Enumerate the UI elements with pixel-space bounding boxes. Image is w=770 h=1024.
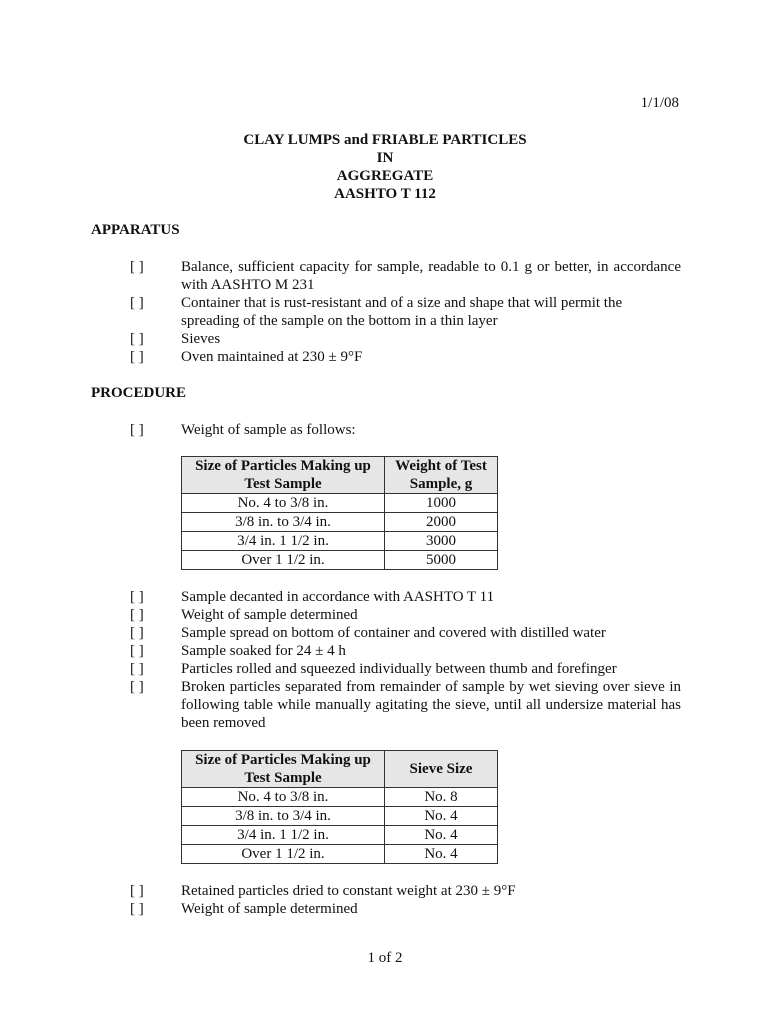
table-header-row: [182, 457, 498, 494]
table-row: [182, 845, 498, 864]
column-header: Size of Particles Making up Test Sample: [182, 751, 385, 788]
procedure-intro-text: Weight of sample as follows:: [181, 422, 356, 438]
procedure-step-text: Retained particles dried to constant weight at 230 ± 9°F: [181, 883, 516, 899]
procedure-step-text: Broken particles separated from remainder of sample by wet sieving over sieve in following table while manually agitating the sieve, until all undersize material has been removed: [181, 679, 681, 731]
checkbox[interactable]: [ ]: [130, 331, 144, 347]
table-cell: No. 4 to 3/8 in.: [182, 788, 385, 807]
procedure-step-text: Sample spread on bottom of container and covered with distilled water: [181, 625, 606, 641]
table-cell: 3/4 in. 1 1/2 in.: [182, 532, 385, 551]
table-row: [182, 807, 498, 826]
procedure-step-text: Particles rolled and squeezed individually between thumb and forefinger: [181, 661, 617, 677]
table-cell: 1000: [385, 494, 498, 513]
procedure-step-text: Sample decanted in accordance with AASHTO T 11: [181, 589, 495, 605]
table-row: [182, 826, 498, 845]
table-cell: No. 4: [385, 826, 498, 845]
checkbox[interactable]: [ ]: [130, 589, 144, 605]
checkbox[interactable]: [ ]: [130, 901, 144, 917]
table-cell: 3/4 in. 1 1/2 in.: [182, 826, 385, 845]
document-title-line-2: IN: [376, 150, 394, 166]
document-title-line-3: AGGREGATE: [336, 168, 434, 184]
checkbox[interactable]: [ ]: [130, 422, 144, 438]
table-cell: 3/8 in. to 3/4 in.: [182, 807, 385, 826]
checkbox[interactable]: [ ]: [130, 295, 144, 311]
column-header: Sieve Size: [385, 751, 498, 788]
table-cell: 2000: [385, 513, 498, 532]
checkbox[interactable]: [ ]: [130, 625, 144, 641]
table-row: [182, 551, 498, 570]
table-header-row: [182, 751, 498, 788]
checkbox[interactable]: [ ]: [130, 259, 144, 275]
apparatus-heading: APPARATUS: [91, 222, 180, 238]
procedure-step-text: Weight of sample determined: [181, 607, 358, 623]
sample-weight-table: [181, 456, 498, 570]
table-row: [182, 532, 498, 551]
procedure-heading: PROCEDURE: [91, 385, 187, 401]
checkbox[interactable]: [ ]: [130, 643, 144, 659]
table-cell: Over 1 1/2 in.: [182, 845, 385, 864]
apparatus-item-text: Balance, sufficient capacity for sample, readable to 0.1 g or better, in accordance with AASHTO M 231: [181, 259, 681, 293]
apparatus-item-text: Sieves: [181, 331, 221, 347]
checkbox[interactable]: [ ]: [130, 661, 144, 677]
checkbox[interactable]: [ ]: [130, 679, 144, 695]
sieve-size-table: [181, 750, 498, 864]
table-row: [182, 788, 498, 807]
table-row: [182, 513, 498, 532]
document-date: 1/1/08: [640, 95, 679, 111]
procedure-step-text: Sample soaked for 24 ± 4 h: [181, 643, 346, 659]
table-row: [182, 494, 498, 513]
checkbox[interactable]: [ ]: [130, 349, 144, 365]
column-header: Weight of Test Sample, g: [385, 457, 498, 494]
table-cell: No. 4: [385, 845, 498, 864]
table-cell: 3/8 in. to 3/4 in.: [182, 513, 385, 532]
table-cell: No. 8: [385, 788, 498, 807]
page-number: 1 of 2: [367, 950, 403, 966]
checkbox[interactable]: [ ]: [130, 883, 144, 899]
document-title-standard: AASHTO T 112: [334, 186, 436, 202]
table-cell: No. 4: [385, 807, 498, 826]
apparatus-item-text: Container that is rust-resistant and of a size and shape that will permit the spreading of the sample on the bottom in a thin layer: [181, 295, 623, 329]
document-title: CLAY LUMPS and FRIABLE PARTICLES: [243, 132, 527, 148]
apparatus-item-text: Oven maintained at 230 ± 9°F: [181, 349, 363, 365]
table-cell: No. 4 to 3/8 in.: [182, 494, 385, 513]
procedure-step-text: Weight of sample determined: [181, 901, 358, 917]
column-header: Size of Particles Making up Test Sample: [182, 457, 385, 494]
table-cell: 5000: [385, 551, 498, 570]
table-cell: 3000: [385, 532, 498, 551]
table-cell: Over 1 1/2 in.: [182, 551, 385, 570]
checkbox[interactable]: [ ]: [130, 607, 144, 623]
